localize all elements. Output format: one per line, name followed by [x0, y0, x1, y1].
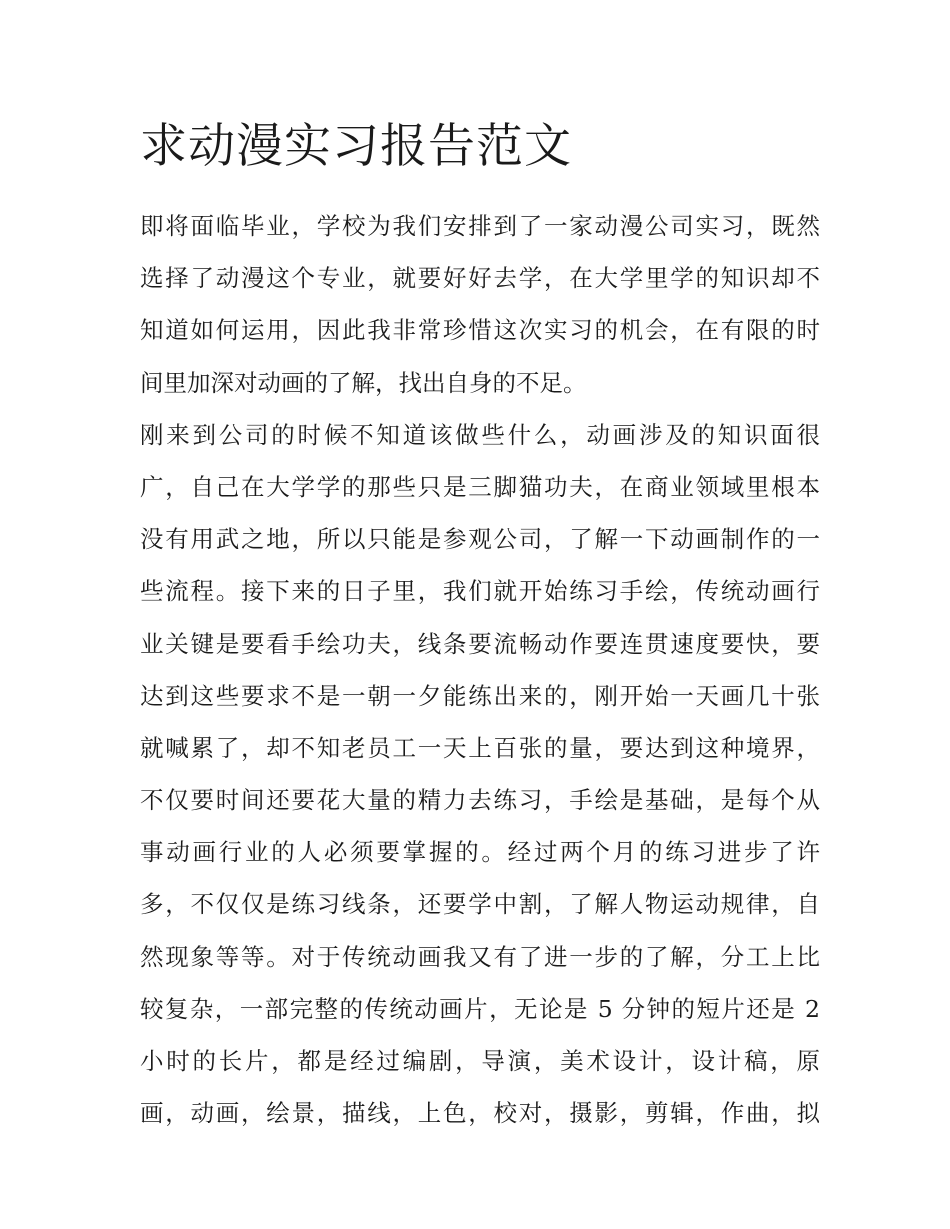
text-line: 事动画行业的人必须要掌握的。经过两个月的练习进步了许 — [140, 838, 820, 867]
text-line: 画，动画，绘景，描线，上色，校对，摄影，剪辑，作曲，拟 — [140, 1099, 820, 1128]
text-line: 刚来到公司的时候不知道该做些什么，动画涉及的知识面很 — [140, 420, 820, 449]
document-title: 求动漫实习报告范文 — [140, 119, 572, 174]
document-body — [140, 200, 820, 1139]
paragraph-1 — [140, 200, 820, 409]
paragraph-2 — [140, 409, 820, 1140]
text-line: 知道如何运用，因此我非常珍惜这次实习的机会，在有限的时 — [140, 316, 820, 345]
text-line: 就喊累了，却不知老员工一天上百张的量，要达到这种境界， — [140, 733, 820, 762]
text-line: 多，不仅仅是练习线条，还要学中割，了解人物运动规律，自 — [140, 890, 820, 919]
text-line: 小时的长片，都是经过编剧，导演，美术设计，设计稿，原 — [140, 1047, 820, 1075]
text-line: 些流程。接下来的日子里，我们就开始练习手绘，传统动画行 — [140, 577, 820, 606]
text-line: 不仅要时间还要花大量的精力去练习，手绘是基础，是每个从 — [140, 786, 820, 815]
text-line: 即将面临毕业，学校为我们安排到了一家动漫公司实习，既然 — [140, 212, 820, 240]
text-line: 广，自己在大学学的那些只是三脚猫功夫，在商业领域里根本 — [140, 472, 820, 501]
text-line: 间里加深对动画的了解，找出自身的不足。 — [140, 368, 587, 397]
text-line: 然现象等等。对于传统动画我又有了进一步的了解，分工上比 — [140, 942, 820, 971]
text-line: 达到这些要求不是一朝一夕能练出来的，刚开始一天画几十张 — [140, 681, 820, 710]
text-line: 没有用武之地，所以只能是参观公司，了解一下动画制作的一 — [140, 525, 820, 554]
text-line: 业关键是要看手绘功夫，线条要流畅动作要连贯速度要快，要 — [140, 629, 820, 658]
text-line: 选择了动漫这个专业，就要好好去学，在大学里学的知识却不 — [140, 264, 820, 293]
text-line: 较复杂，一部完整的传统动画片，无论是 5 分钟的短片还是 2 — [140, 994, 820, 1023]
